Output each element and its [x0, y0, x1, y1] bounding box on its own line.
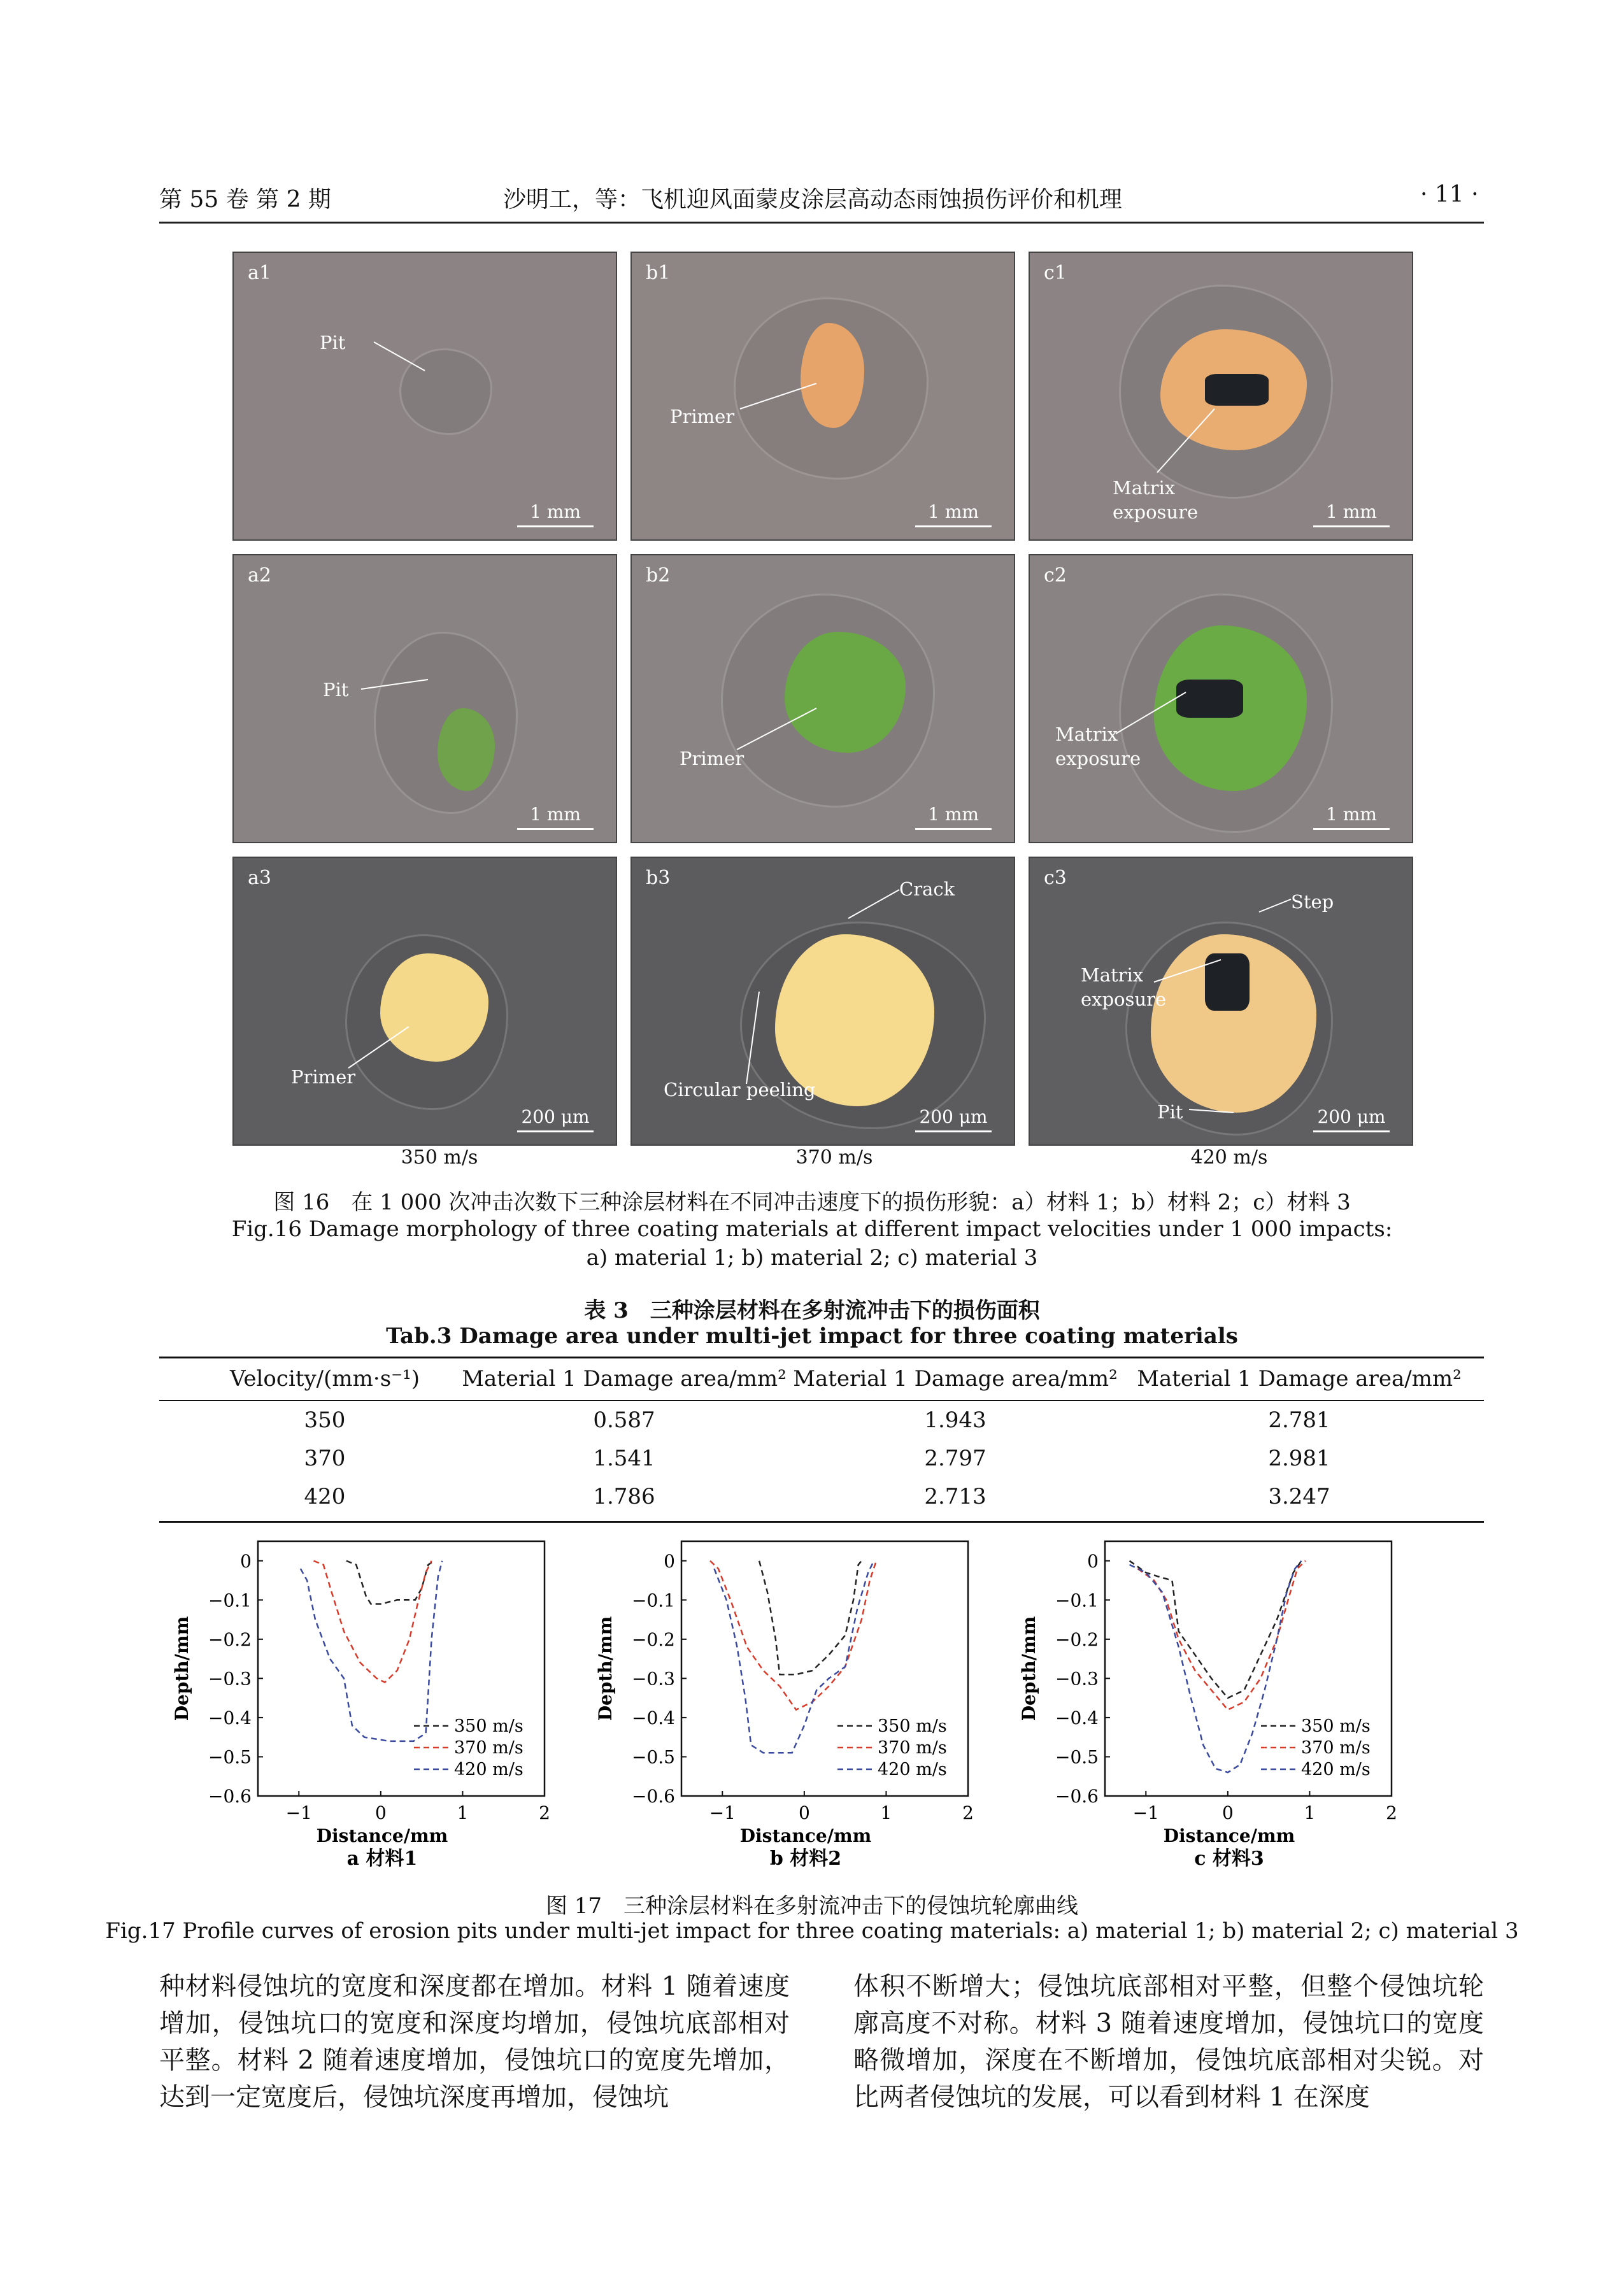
annotation-label: Step: [1291, 891, 1334, 913]
chart-svg: [159, 1528, 580, 1872]
annotation-label: Pit: [320, 332, 346, 353]
annotation-label: Circular peeling: [664, 1079, 816, 1101]
annotation-label: Matrix exposure: [1081, 964, 1167, 1010]
table-top-rule: [159, 1357, 1484, 1358]
header-rule: [159, 222, 1484, 224]
annotation-leaders: [1030, 253, 1412, 539]
table-cell: 1.786: [593, 1484, 655, 1509]
table-bottom-rule: [159, 1521, 1484, 1523]
panel-label: b3: [646, 867, 671, 889]
y-tick-label: −0.1: [632, 1590, 675, 1611]
annotation-leaders: [234, 858, 616, 1144]
x-tick-label: 2: [1386, 1802, 1397, 1823]
profile-chart-1: [159, 1528, 580, 1872]
plot-frame: [258, 1541, 545, 1796]
legend-label: 370 m/s: [1301, 1738, 1371, 1758]
scale-bar: [915, 828, 992, 830]
leader-line: [740, 383, 816, 409]
panel-label: c1: [1044, 262, 1067, 284]
figure-16-caption-cn: 图 16 在 1 000 次冲击次数下三种涂层材料在不同冲击速度下的损伤形貌：a）材料 1；b）材料 2；c）材料 3: [273, 1190, 1351, 1215]
leader-line: [746, 992, 759, 1084]
scale-bar-label: 1 mm: [928, 804, 979, 825]
table-cell: 0.587: [593, 1407, 655, 1433]
x-tick-label: 1: [880, 1802, 892, 1823]
y-tick-label: −0.3: [208, 1668, 252, 1690]
plot-frame: [681, 1541, 968, 1796]
annotation-label: Primer: [291, 1066, 356, 1088]
scale-bar: [915, 1130, 992, 1132]
annotation-label: Primer: [680, 748, 744, 769]
leader-line: [1157, 409, 1214, 473]
y-tick-label: −0.6: [1055, 1786, 1099, 1807]
scale-bar-label: 1 mm: [928, 501, 979, 522]
y-axis-label: Depth/mm: [595, 1616, 616, 1721]
profile-chart-3: [1006, 1528, 1427, 1872]
y-tick-label: 0: [1087, 1550, 1099, 1572]
x-tick-label: 2: [539, 1802, 550, 1823]
x-tick-label: 2: [962, 1802, 974, 1823]
legend-label: 420 m/s: [454, 1760, 524, 1779]
panel-label: c2: [1044, 564, 1067, 587]
legend-label: 350 m/s: [878, 1716, 947, 1736]
annotation-label: Pit: [1157, 1101, 1183, 1123]
y-tick-label: −0.1: [1055, 1590, 1099, 1611]
micrograph-a1: [232, 252, 617, 541]
y-tick-label: −0.4: [632, 1707, 675, 1728]
table-cell: 2.797: [924, 1446, 987, 1471]
scale-bar: [517, 828, 594, 830]
x-tick-label: 1: [457, 1802, 469, 1823]
leader-line: [361, 680, 428, 689]
legend-label: 370 m/s: [878, 1738, 947, 1758]
micrograph-c2: [1029, 554, 1413, 843]
table-cell: 2.781: [1268, 1407, 1330, 1433]
micrograph-c3: [1029, 857, 1413, 1146]
x-tick-label: 0: [374, 1802, 387, 1823]
panel-label: c3: [1044, 867, 1067, 889]
scale-bar: [1313, 828, 1390, 830]
table-cell: 350: [304, 1407, 346, 1433]
table-header-rule: [159, 1400, 1484, 1401]
annotation-label: Matrix exposure: [1055, 723, 1141, 769]
journal-volume: 第 55 卷 第 2 期: [159, 187, 331, 213]
y-tick-label: −0.4: [208, 1707, 252, 1728]
x-tick-label: −1: [709, 1802, 736, 1823]
leader-line: [1259, 899, 1291, 912]
leader-line: [848, 890, 899, 918]
figure-16-caption-en-2: a) material 1; b) material 2; c) material 3: [586, 1245, 1038, 1271]
series-line-2: [313, 1561, 431, 1683]
chart-caption: c 材料3: [1194, 1848, 1264, 1870]
y-tick-label: −0.3: [1055, 1668, 1099, 1690]
x-tick-label: 0: [1222, 1802, 1234, 1823]
panel-label: a3: [248, 867, 271, 889]
micrograph-a3: [232, 857, 617, 1146]
figure-17-caption-en: Fig.17 Profile curves of erosion pits under multi-jet impact for three coating materials: a) material 1; b) material 2; c) material 3: [105, 1918, 1519, 1944]
scale-bar: [1313, 525, 1390, 527]
y-tick-label: −0.5: [208, 1746, 252, 1768]
y-tick-label: −0.2: [208, 1628, 252, 1650]
chart-caption: a 材料1: [346, 1848, 418, 1870]
page-number: · 11 ·: [1420, 182, 1479, 208]
series-line-3: [301, 1561, 442, 1741]
y-tick-label: −0.6: [632, 1786, 675, 1807]
scale-bar-label: 200 μm: [1317, 1106, 1386, 1127]
leader-line: [1189, 1109, 1234, 1113]
leader-line: [348, 1027, 409, 1068]
x-tick-label: −1: [285, 1802, 312, 1823]
series-line-3: [714, 1561, 874, 1753]
legend-label: 420 m/s: [878, 1760, 947, 1779]
annotation-label: Pit: [323, 679, 349, 701]
series-line-1: [759, 1561, 862, 1674]
scale-bar-label: 1 mm: [1326, 804, 1377, 825]
plot-frame: [1105, 1541, 1392, 1796]
x-tick-label: 1: [1304, 1802, 1316, 1823]
annotation-leaders: [1030, 555, 1412, 842]
scale-bar-label: 1 mm: [530, 501, 581, 522]
micrograph-a2: [232, 554, 617, 843]
panel-label: b2: [646, 564, 671, 587]
table-cell: 420: [304, 1484, 346, 1509]
y-tick-label: 0: [240, 1550, 252, 1572]
legend-label: 350 m/s: [454, 1716, 524, 1736]
panel-label: b1: [646, 262, 671, 284]
chart-svg: [1006, 1528, 1427, 1872]
table-header-cell: Material 1 Damage area/mm²: [1137, 1366, 1462, 1392]
annotation-leaders: [234, 555, 616, 842]
y-tick-label: −0.5: [1055, 1746, 1099, 1768]
panel-label: a2: [248, 564, 271, 587]
scale-bar-label: 200 μm: [919, 1106, 988, 1127]
legend-label: 370 m/s: [454, 1738, 524, 1758]
table-header-cell: Velocity/(mm·s⁻¹): [230, 1366, 420, 1392]
profile-chart-2: [583, 1528, 1003, 1872]
annotation-leaders: [632, 253, 1014, 539]
chart-svg: [583, 1528, 1003, 1872]
micrograph-b3: [630, 857, 1015, 1146]
annotation-leaders: [234, 253, 616, 539]
scale-bar: [915, 525, 992, 527]
table-cell: 370: [304, 1446, 346, 1471]
table-3-title-en: Tab.3 Damage area under multi-jet impact for three coating materials: [386, 1323, 1238, 1349]
micrograph-b1: [630, 252, 1015, 541]
legend-label: 350 m/s: [1301, 1716, 1371, 1736]
x-axis-label: Distance/mm: [739, 1825, 872, 1846]
panel-label: a1: [248, 262, 271, 284]
table-cell: 3.247: [1268, 1484, 1330, 1509]
y-axis-label: Depth/mm: [171, 1616, 192, 1721]
running-title: 沙明工，等：飞机迎风面蒙皮涂层高动态雨蚀损伤评价和机理: [503, 187, 1123, 213]
table-cell: 1.541: [593, 1446, 655, 1471]
leader-line: [737, 708, 816, 750]
table-header-cell: Material 1 Damage area/mm²: [793, 1366, 1118, 1392]
scale-bar-label: 1 mm: [530, 804, 581, 825]
body-text-right: 体积不断增大；侵蚀坑底部相对平整，但整个侵蚀坑轮廓高度不对称。材料 3 随着速度增加，侵蚀坑口的宽度略微增加，深度在不断增加，侵蚀坑底部相对尖锐。对比两者侵蚀坑的发展，可以看到材料 1 在深度: [853, 1972, 1484, 2112]
y-tick-label: −0.5: [632, 1746, 675, 1768]
velocity-label-420: 420 m/s: [1190, 1146, 1268, 1169]
figure-16-caption-en-1: Fig.16 Damage morphology of three coating materials at different impact velocities under 1 000 impacts:: [231, 1216, 1393, 1242]
series-line-2: [1137, 1561, 1306, 1710]
leader-line: [374, 342, 425, 371]
series-line-3: [1130, 1561, 1302, 1772]
y-tick-label: −0.2: [632, 1628, 675, 1650]
body-text-left: 种材料侵蚀坑的宽度和深度都在增加。材料 1 随着速度增加，侵蚀坑口的宽度和深度均增加，侵蚀坑底部相对平整。材料 2 随着速度增加，侵蚀坑口的宽度先增加，达到一定宽度后，侵蚀坑深度再增加，侵蚀坑: [159, 1972, 790, 2112]
figure-17-caption-cn: 图 17 三种涂层材料在多射流冲击下的侵蚀坑轮廓曲线: [545, 1893, 1079, 1919]
y-tick-label: −0.1: [208, 1590, 252, 1611]
y-tick-label: −0.6: [208, 1786, 252, 1807]
chart-caption: b 材料2: [769, 1848, 842, 1870]
annotation-label: Crack: [899, 878, 955, 900]
annotation-label: Primer: [670, 406, 735, 427]
x-axis-label: Distance/mm: [1163, 1825, 1295, 1846]
annotation-leaders: [632, 555, 1014, 842]
table-cell: 1.943: [924, 1407, 987, 1433]
table-cell: 2.981: [1268, 1446, 1330, 1471]
series-line-1: [346, 1561, 434, 1604]
x-axis-label: Distance/mm: [316, 1825, 448, 1846]
micrograph-c1: [1029, 252, 1413, 541]
table-header-cell: Material 1 Damage area/mm²: [462, 1366, 787, 1392]
y-tick-label: −0.4: [1055, 1707, 1099, 1728]
y-axis-label: Depth/mm: [1018, 1616, 1039, 1721]
scale-bar: [517, 1130, 594, 1132]
scale-bar-label: 200 μm: [521, 1106, 590, 1127]
annotation-label: Matrix exposure: [1113, 477, 1199, 523]
scale-bar-label: 1 mm: [1326, 501, 1377, 522]
velocity-label-370: 370 m/s: [795, 1146, 873, 1169]
scale-bar: [517, 525, 594, 527]
y-tick-label: −0.2: [1055, 1628, 1099, 1650]
table-3-title-cn: 表 3 三种涂层材料在多射流冲击下的损伤面积: [584, 1298, 1040, 1323]
y-tick-label: 0: [664, 1550, 675, 1572]
x-tick-label: 0: [798, 1802, 810, 1823]
table-cell: 2.713: [924, 1484, 987, 1509]
legend-label: 420 m/s: [1301, 1760, 1371, 1779]
scale-bar: [1313, 1130, 1390, 1132]
x-tick-label: −1: [1132, 1802, 1159, 1823]
velocity-label-350: 350 m/s: [401, 1146, 478, 1169]
y-tick-label: −0.3: [632, 1668, 675, 1690]
micrograph-b2: [630, 554, 1015, 843]
